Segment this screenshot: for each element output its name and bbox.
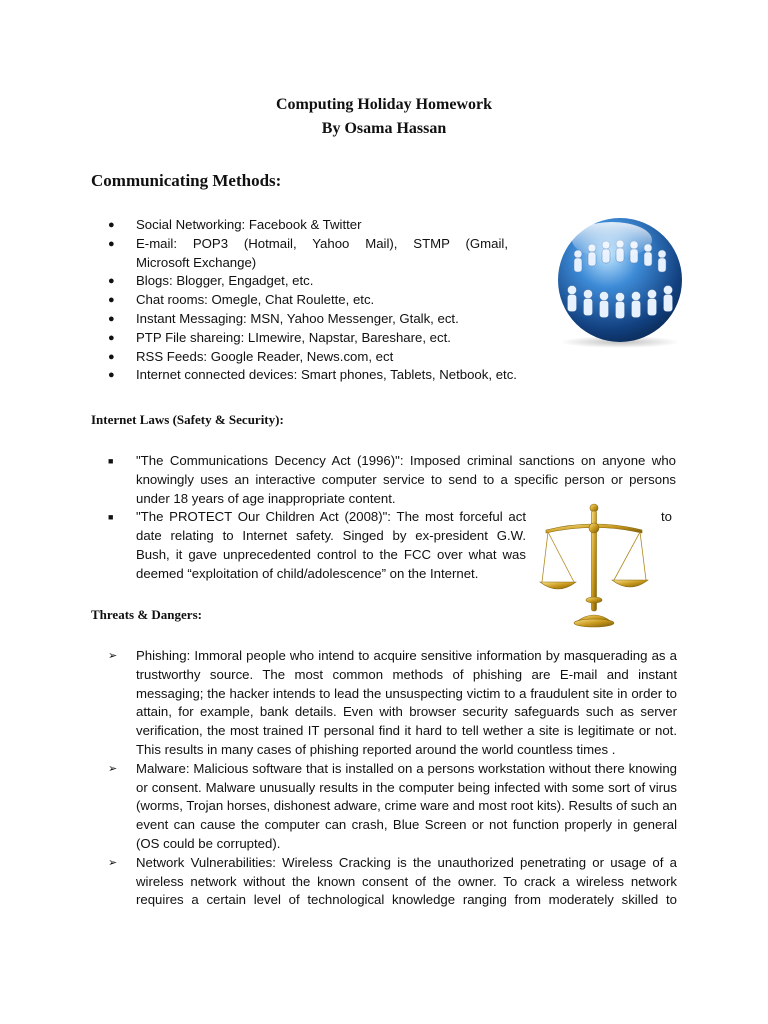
document-title: Computing Holiday Homework xyxy=(275,96,492,113)
threats-heading: Threats & Dangers: xyxy=(91,607,202,622)
scales-of-justice-icon xyxy=(536,500,652,628)
list-item: ➢ Malware: Malicious software that is installed on a persons workstation without there knowing or consent. Malware unusually results in the computer being infected with some sort of virus (worms, Trojan horses, dishonest adware, crime ware and most root kits). Results of such an event can cause the computer can crash, Blue Screen or not function properly in general (OS could be corrupted). xyxy=(108,760,677,851)
bullet-dot-icon: ● xyxy=(108,331,115,344)
bullet-dot-icon: ● xyxy=(108,294,115,307)
bullet-dot-icon: ● xyxy=(108,219,115,231)
arrow-bullet-icon: ➢ xyxy=(108,856,118,869)
list-item: ➢ Network Vulnerabilities: Wireless Cracking is the unauthorized penetrating or usage of a wireless network without the known consent of the owner. To crack a wireless network requires a certain level of technological knowledge ranging from moderately skilled to xyxy=(108,854,677,908)
arrow-bullet-icon: ➢ xyxy=(108,762,118,775)
arrow-bullet-icon: ➢ xyxy=(108,650,118,662)
laws-heading: Internet Laws (Safety & Security): xyxy=(91,412,284,427)
list-item: ● RSS Feeds: Google Reader, News.com, ect xyxy=(108,348,508,367)
list-item: ● Internet connected devices: Smart phones, Tablets, Netbook, etc. xyxy=(108,366,508,385)
globe-people-icon xyxy=(540,214,700,349)
list-item: ➢ Phishing: Immoral people who intend to acquire sensitive information by masquerading as a trustworthy source. The most common methods of phishing are E-mail and instant messaging; the hacker intends to lead the unsuspecting victim to a fraudulent site in order to attain, for example, bank details. Even with browser security safeguards such as server verification, the most trained IT personal find it hard to tell wether a site is legitimate or not. This results in many cases of phishing reported around the world countless times . xyxy=(108,648,677,757)
bullet-dot-icon: ● xyxy=(108,275,115,288)
document-byline: By Osama Hassan xyxy=(321,120,447,137)
list-item: ● Chat rooms: Omegle, Chat Roulette, etc. xyxy=(108,291,508,310)
list-item: ● PTP File shareing: LImewire, Napstar, Bareshare, ect. xyxy=(108,329,508,348)
communicating-heading: Communicating Methods: xyxy=(91,171,282,190)
bullet-dot-icon: ● xyxy=(108,312,115,325)
list-item: ■ "The PROTECT Our Children Act (2008)": The most forceful act to date relating to Internet safety. Singed by ex-president G.W. Bush, it gave unprecedented control to the FCC over what was deemed “exploitation of child/adolescence” on the Internet. xyxy=(108,509,672,581)
list-item: ● E-mail: POP3 (Hotmail, Yahoo Mail), STMP (Gmail, xyxy=(108,235,508,254)
list-item: ● Instant Messaging: MSN, Yahoo Messenger, Gtalk, ect. xyxy=(108,310,508,329)
bullet-dot-icon: ● xyxy=(108,237,115,250)
list-item: ● Social Networking: Facebook & Twitter xyxy=(108,216,508,235)
bullet-dot-icon: ● xyxy=(108,369,115,382)
list-item: ● Blogs: Blogger, Engadget, etc. xyxy=(108,272,508,291)
threats-list xyxy=(108,647,677,910)
bullet-square-icon: ■ xyxy=(108,512,114,523)
bullet-dot-icon: ● xyxy=(108,350,115,363)
bullet-square-icon: ■ xyxy=(108,456,114,466)
list-item: ■ "The Communications Decency Act (1996)": Imposed criminal sanctions on anyone who knowingly uses an interactive computer service to send to a specific person or persons under 18 years of age inappropriate content. xyxy=(108,453,676,506)
list-item: Microsoft Exchange) xyxy=(136,254,257,270)
communicating-list xyxy=(108,216,517,385)
